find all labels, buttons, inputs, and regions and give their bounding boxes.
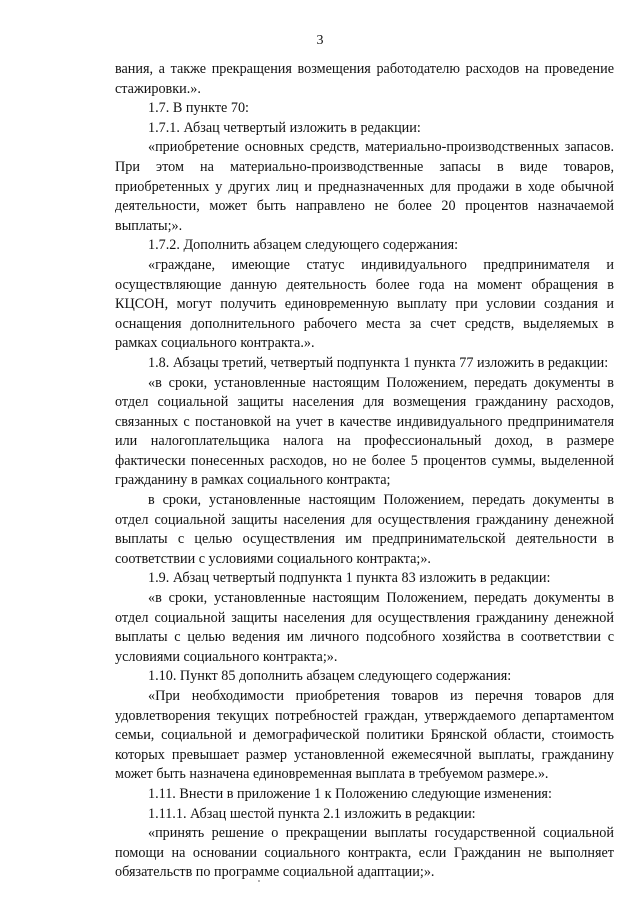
paragraph: 1.8. Абзацы третий, четвертый подпункта 1 пункта 77 изложить в редакции:: [148, 354, 609, 371]
paragraph: «При необходимости приобретения товаров из перечня товаров для удовлетворения текущих потребностей граждан, утверждаемого департаментом семьи, социальной и демографической политики Брянской области, стоимость которых превышает размер установленной ежемесячной выплаты, гражданину может быть назначена единовременная выплата в требуемом размере.».: [115, 688, 614, 783]
paragraph: «в сроки, установленные настоящим Положением, передать документы в отдел социальной защиты населения для возмещения гражданину расходов, связанных с постановкой на учет в качестве индивидуального предпринимателя или налогоплательщика налога на профессиональный доход, в размере фактически понесенных расходов, но не более 5 процентов суммы, выделенной гражданину в рамках социального контракта;: [115, 374, 614, 489]
paragraph: 1.9. Абзац четвертый подпункта 1 пункта 83 изложить в редакции:: [148, 570, 551, 587]
paragraph: в сроки, установленные настоящим Положением, передать документы в отдел социальной защиты населения для осуществления гражданину денежной выплаты с целью осуществления им предпринимательской деятельности в соответствии с условиями социального контракта;».: [115, 492, 614, 567]
paragraph: 1.10. Пункт 85 дополнить абзацем следующего содержания:: [148, 668, 512, 685]
scan-artifact: [258, 880, 260, 882]
paragraph: 1.7.1. Абзац четвертый изложить в редакции:: [148, 119, 421, 136]
paragraph: 1.7. В пункте 70:: [148, 100, 249, 117]
document-body: [115, 60, 614, 883]
page-number: 3: [316, 33, 324, 48]
paragraph: «в сроки, установленные настоящим Положением, передать документы в отдел социальной защиты населения для осуществления гражданину денежной выплаты с целью ведения им личного подсобного хозяйства в соответствии с условиями социального контракта;».: [115, 590, 614, 665]
paragraph: 1.11. Внести в приложение 1 к Положению следующие изменения:: [148, 785, 552, 802]
paragraph: «граждане, имеющие статус индивидуального предпринимателя и осуществляющие данную деятельность более года на момент обращения в КЦСОН, могут получить единовременную выплату при условии создания и оснащения дополнительного рабочего места за счет средств, выделяемых в рамках социального контракта.».: [115, 256, 614, 352]
paragraph: «принять решение о прекращении выплаты государственной социальной помощи на основании социального контракта, если Гражданин не выполняет обязательств по программе социальной адаптации;».: [115, 825, 614, 881]
paragraph: «приобретение основных средств, материально-производственных запасов. При этом на материально-производственные запасы в виде товаров, приобретенных у других лиц и предназначенных для продажи в ходе обычной деятельности, может быть направлено не более 20 процентов назначаемой выплаты;».: [115, 139, 614, 234]
paragraph: вания, а также прекращения возмещения работодателю расходов на проведение стажировки.».: [115, 61, 614, 97]
paragraph: 1.7.2. Дополнить абзацем следующего содержания:: [148, 237, 459, 254]
paragraph: 1.11.1. Абзац шестой пункта 2.1 изложить в редакции:: [148, 805, 476, 822]
